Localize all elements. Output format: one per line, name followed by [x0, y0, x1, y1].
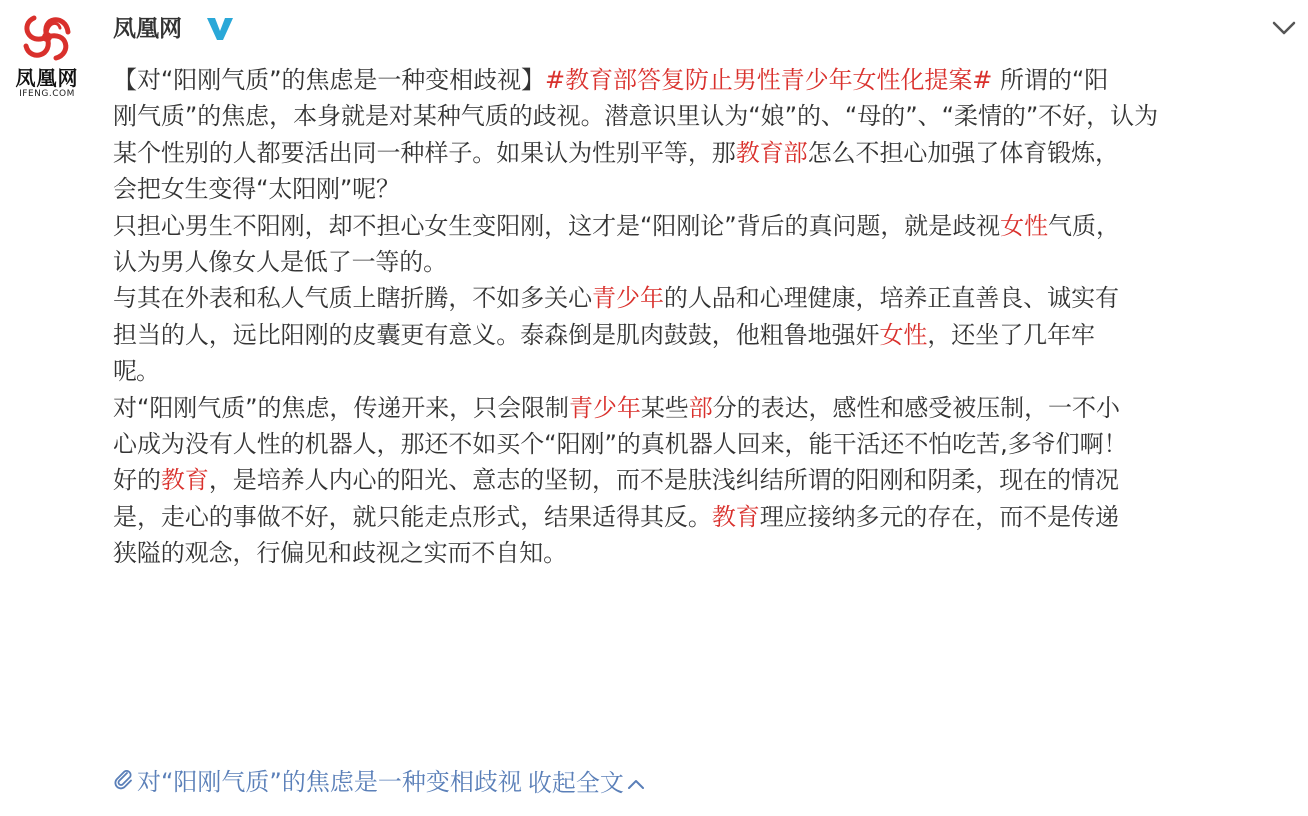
- text-segment: 狭隘的观念，行偏见和歧视之实而不自知。: [113, 539, 567, 568]
- post-line: [113, 98, 1303, 134]
- chevron-up-icon: [626, 766, 646, 800]
- paperclip-icon: [113, 765, 135, 799]
- phoenix-logo-icon: [6, 10, 88, 66]
- verified-badge-icon: [205, 14, 235, 46]
- collapse-label: 收起全文: [527, 768, 624, 797]
- text-segment: 是，走心的事做不好，就只能走点形式，结果适得其反。: [113, 502, 712, 531]
- text-segment: 刚气质”的焦虑，本身就是对某种气质的歧视。潜意识里认为“娘”的、“母的”、“柔情的”不好，认为: [113, 102, 1159, 131]
- article-link[interactable]: 对“阳刚气质”的焦虑是一种变相歧视: [137, 768, 522, 796]
- text-segment: 气质，: [1048, 211, 1120, 240]
- text-segment: 某个性别的人都要活出同一种样子。如果认为性别平等，那: [113, 138, 736, 167]
- text-segment: 理应接纳多元的存在，而不是传递: [759, 502, 1120, 531]
- post-line: [113, 135, 1303, 171]
- text-segment: 某些: [640, 393, 689, 422]
- text-segment: 好的: [113, 466, 161, 495]
- post-line: [113, 244, 1303, 280]
- text-segment: 会把女生变得“太阳刚”呢？: [113, 175, 400, 204]
- post-line: [113, 426, 1303, 462]
- keyword-highlight: 青少年: [592, 284, 664, 313]
- post-line: [113, 390, 1303, 426]
- logo-domain: IFENG.COM: [19, 89, 75, 99]
- keyword-highlight: 女性: [1000, 211, 1049, 240]
- post-line: [113, 280, 1303, 316]
- text-segment: 【对“阳刚气质”的焦虑是一种变相歧视】: [113, 66, 546, 94]
- text-segment: 认为男人像女人是低了一等的。: [113, 247, 447, 276]
- text-segment: 与其在外表和私人气质上瞎折腾，不如多关心: [113, 284, 593, 313]
- text-segment: ，是培养人内心的阳光、意志的坚韧，而不是肤浅纠结所谓的阳刚和阴柔，现在的情况: [208, 466, 1120, 495]
- text-segment: 呢。: [113, 357, 159, 386]
- post-line: [113, 171, 1303, 207]
- text-segment: 心成为没有人性的机器人，那还不如买个“阳刚”的真机器人回来，能干活还不怕吃苦,多爷们啊！: [113, 429, 1128, 458]
- text-segment: 只担心男生不阳刚，却不担心女生变阳刚，这才是“阳刚论”背后的真问题，就是歧视: [113, 211, 1001, 240]
- post-line: [113, 535, 1303, 571]
- text-segment: 担当的人，远比阳刚的皮囊更有意义。泰森倒是肌肉鼓鼓，他粗鲁地强奸: [113, 320, 880, 349]
- post-line: [113, 62, 1303, 98]
- keyword-highlight: 女性: [879, 320, 928, 349]
- post-line: [113, 317, 1303, 353]
- post-line: [113, 499, 1303, 535]
- keyword-highlight: 部: [688, 393, 713, 422]
- logo-text: 凤凰网: [15, 66, 79, 90]
- post-line: [113, 208, 1303, 244]
- collapse-button[interactable]: [528, 768, 646, 796]
- keyword-highlight: 教育部: [735, 138, 808, 167]
- text-segment: ，还坐了几年牢: [927, 320, 1096, 349]
- text-segment: 对“阳刚气质”的焦虑，传递开来，只会限制: [113, 393, 569, 422]
- post-footer: [113, 764, 646, 798]
- keyword-highlight: 教育: [160, 466, 209, 495]
- account-name[interactable]: 凤凰网: [113, 16, 182, 42]
- text-segment: 所谓的“阳: [992, 66, 1109, 94]
- text-segment: 的人品和心理健康，培养正直善良、诚实有: [663, 284, 1120, 313]
- topic-hashtag-link[interactable]: #教育部答复防止男性青少年女性化提案#: [545, 66, 993, 94]
- text-segment: 分的表达，感性和感受被压制，一不小: [712, 393, 1120, 422]
- post-line: [113, 353, 1303, 389]
- post-text: [113, 62, 1303, 571]
- text-segment: 怎么不担心加强了体育锻炼，: [807, 138, 1120, 167]
- keyword-highlight: 青少年: [568, 393, 641, 422]
- chevron-down-icon[interactable]: [1272, 20, 1296, 40]
- post-line: [113, 462, 1303, 498]
- keyword-highlight: 教育: [711, 502, 760, 531]
